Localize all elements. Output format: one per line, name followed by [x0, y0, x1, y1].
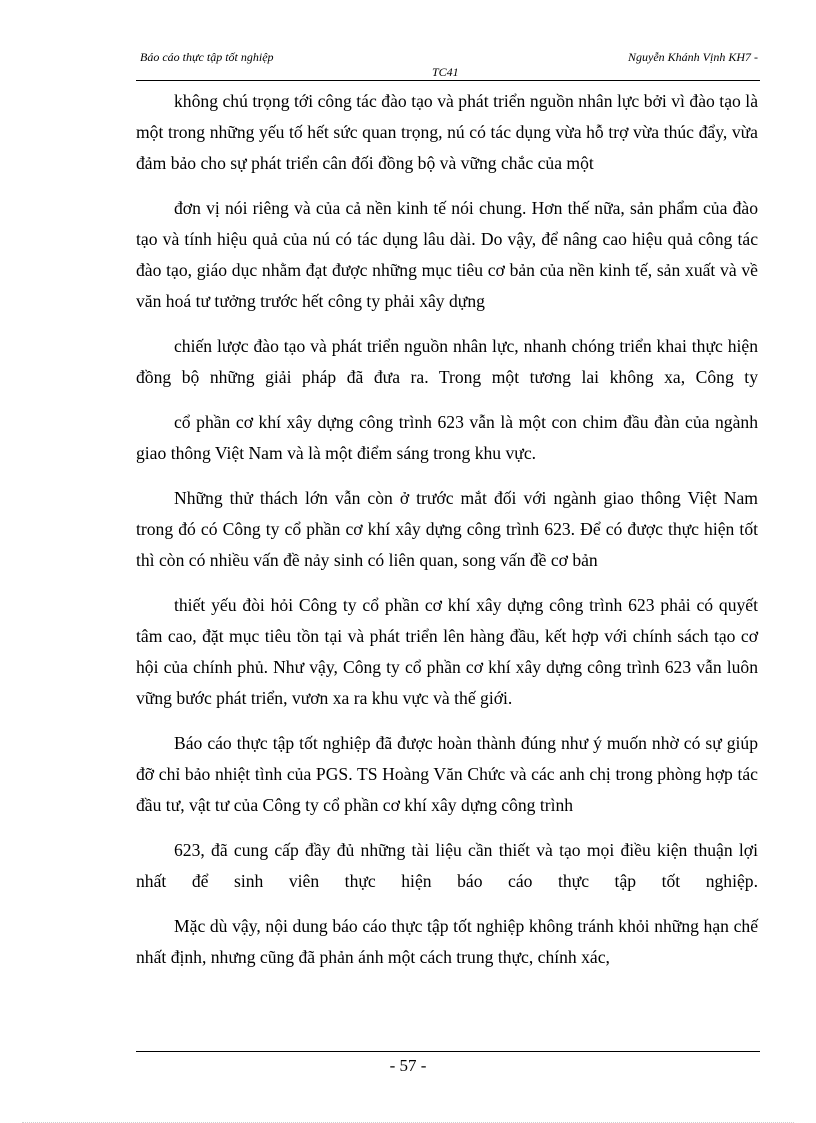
- paragraph: chiến lược đào tạo và phát triển nguồn nhân lực, nhanh chóng triển khai thực hiện đồng bộ những giải pháp đã đưa ra. Trong một tương lai không xa, Công ty: [136, 336, 758, 387]
- page-header: [136, 46, 760, 80]
- page-number: - 57 -: [389, 1056, 427, 1075]
- header-author: Nguyễn Khánh Vịnh KH7 -: [628, 50, 758, 64]
- header-report-title: Báo cáo thực tập tốt nghiệp: [140, 50, 274, 64]
- paragraph: đơn vị nói riêng và của cả nền kinh tế nói chung. Hơn thế nữa, sản phẩm của đào tạo và tính hiệu quả của nú có tác dụng lâu dài. Do vậy, để nâng cao hiệu quả công tác đào tạo, giáo dục nhằm đạt được những mục tiêu cơ bản của nền kinh tế, sản xuất và về văn hoá tư tưởng trước hết công ty phải xây dựng: [136, 198, 758, 311]
- paragraph: thiết yếu đòi hỏi Công ty cổ phần cơ khí xây dựng công trình 623 phải có quyết tâm cao, đặt mục tiêu tồn tại và phát triển lên hàng đầu, kết hợp với chính sách tạo cơ hội của chính phủ. Như vậy, Công ty cổ phần cơ khí xây dựng công trình 623 vẫn luôn vững bước phát triển, vươn xa ra khu vực và thế giới.: [136, 595, 758, 708]
- paragraph: Báo cáo thực tập tốt nghiệp đã được hoàn thành đúng như ý muốn nhờ có sự giúp đỡ chỉ bảo nhiệt tình của PGS. TS Hoàng Văn Chức và các anh chị trong phòng hợp tác đầu tư, vật tư của Công ty cổ phần cơ khí xây dựng công trình: [136, 733, 758, 815]
- footer-divider: [136, 1051, 760, 1052]
- paragraph: 623, đã cung cấp đầy đủ những tài liệu cần thiết và tạo mọi điều kiện thuận lợi nhất để sinh viên thực hiện báo cáo thực tập tốt nghiệp.: [136, 840, 758, 891]
- paragraph: Những thử thách lớn vẫn còn ở trước mắt đối với ngành giao thông Việt Nam trong đó có Công ty cổ phần cơ khí xây dựng công trình 623. Để có được thực hiện tốt thì còn có nhiều vấn đề nảy sinh có liên quan, song vấn đề cơ bản: [136, 488, 758, 570]
- header-class-code: TC41: [432, 65, 459, 79]
- header-divider: [136, 80, 760, 81]
- paragraph: không chú trọng tới công tác đào tạo và phát triển nguồn nhân lực bởi vì đào tạo là một trong những yếu tố hết sức quan trọng, nú có tác dụng vừa hỗ trợ vừa thúc đẩy, vừa đảm bảo cho sự phát triển cân đối đồng bộ và vững chắc của một: [136, 91, 758, 173]
- document-body: [136, 86, 758, 987]
- paragraph: cổ phần cơ khí xây dựng công trình 623 vẫn là một con chim đầu đàn của ngành giao thông Việt Nam và là một điểm sáng trong khu vực.: [136, 412, 758, 463]
- paragraph: Mặc dù vậy, nội dung báo cáo thực tập tốt nghiệp không tránh khỏi những hạn chế nhất định, nhưng cũng đã phản ánh một cách trung thực, chính xác,: [136, 916, 758, 967]
